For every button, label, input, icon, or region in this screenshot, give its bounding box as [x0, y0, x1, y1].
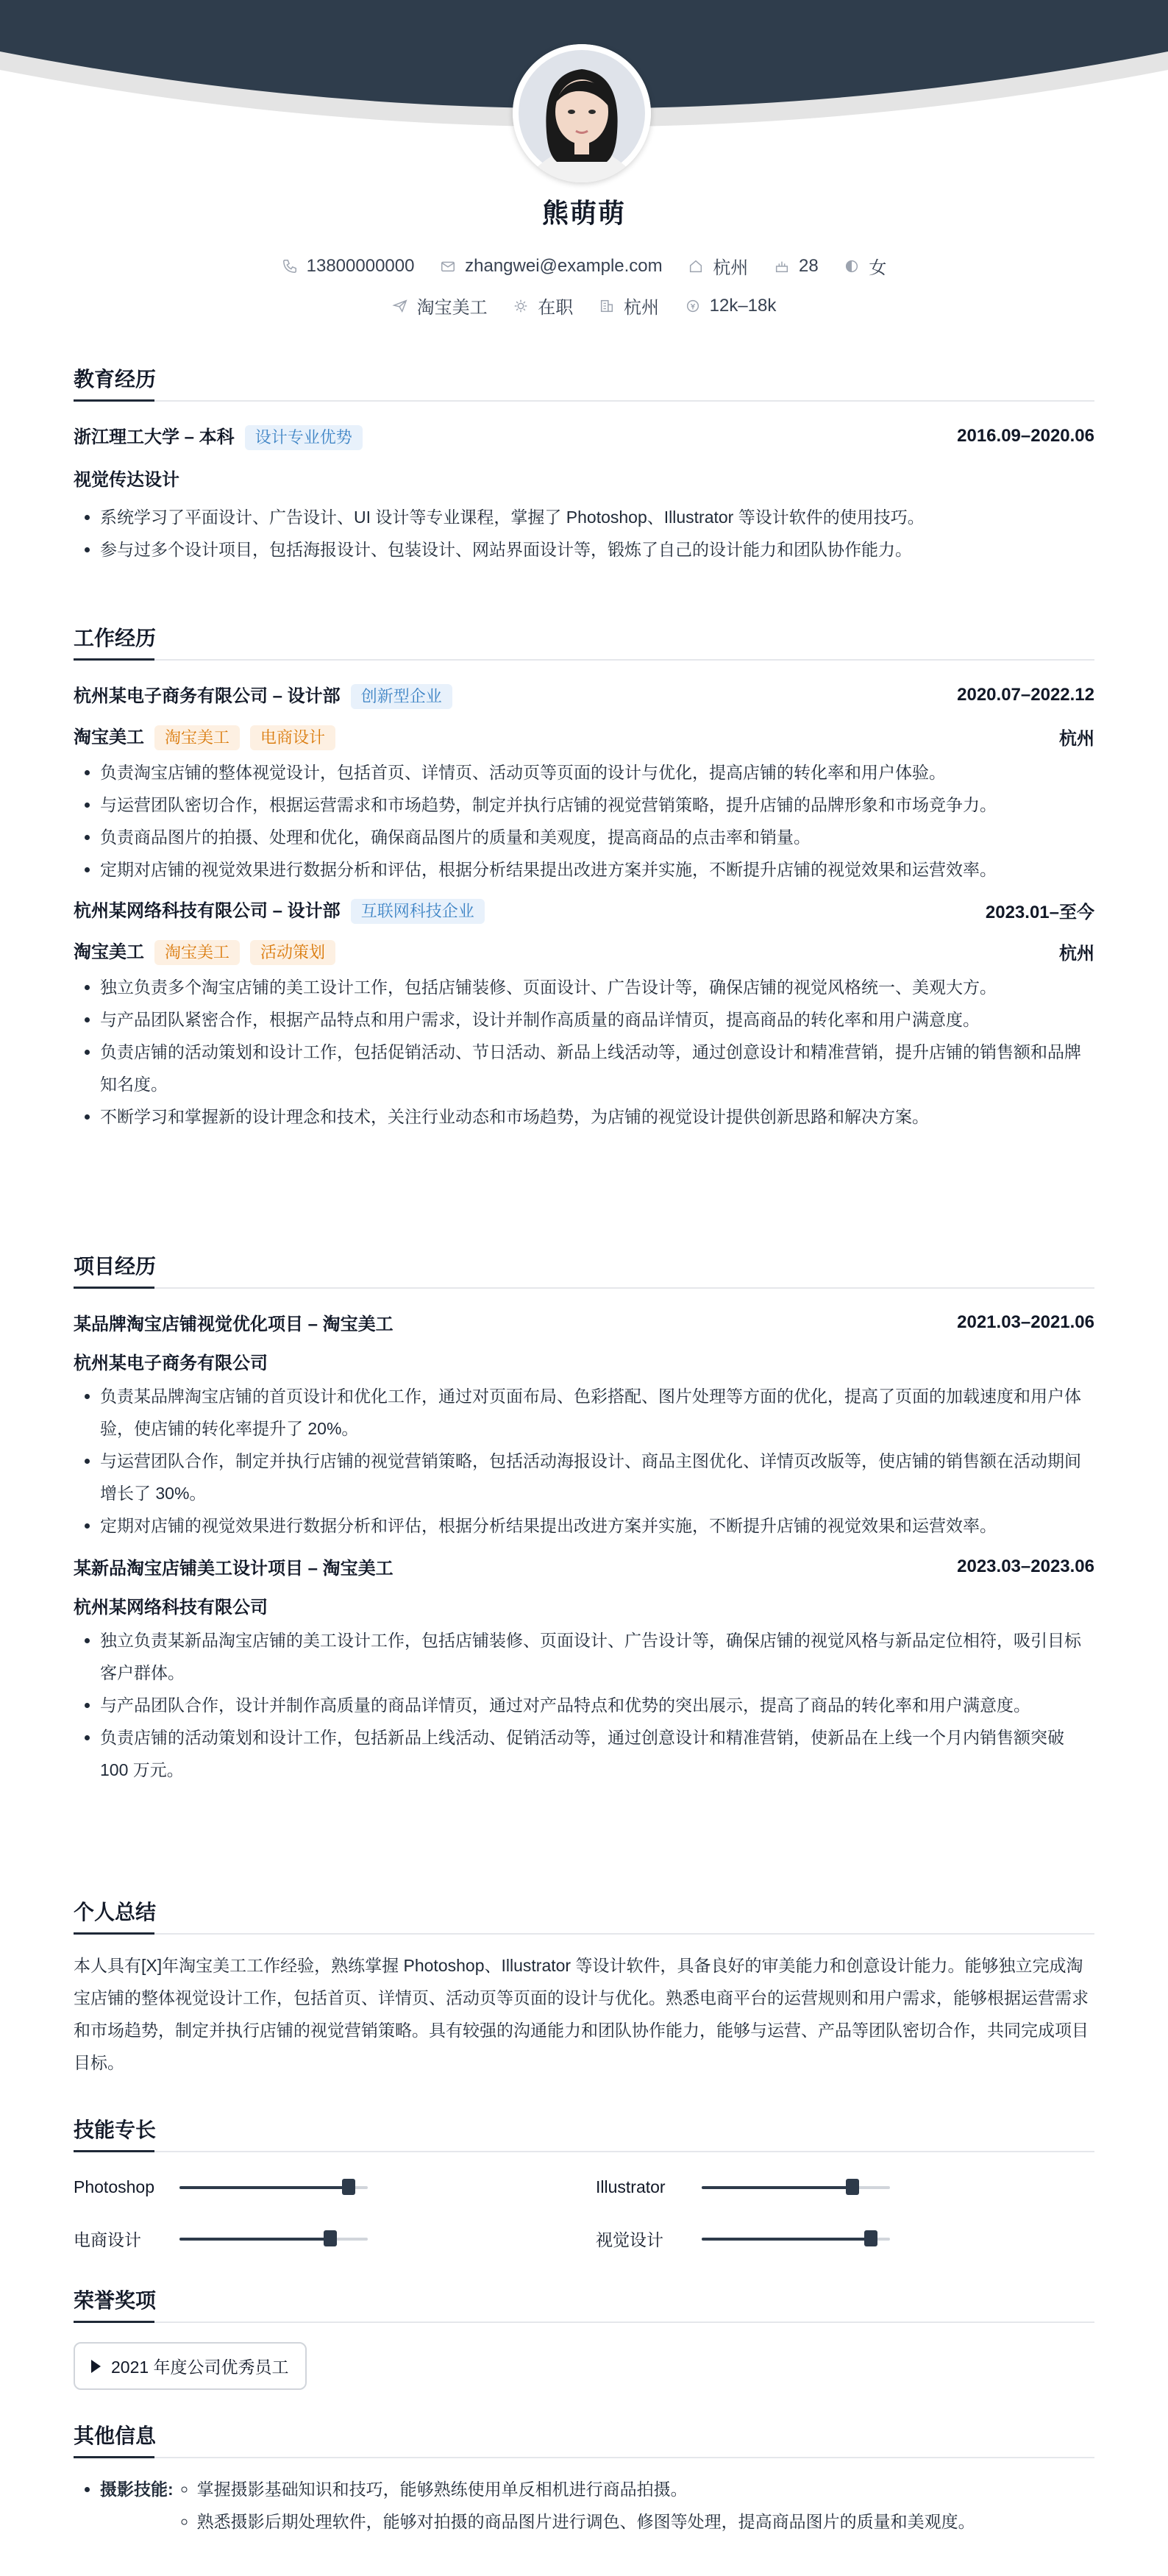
project-title: 某新品淘宝店铺美工设计项目 – 淘宝美工: [74, 1559, 394, 1579]
list-item: • 参与过多个设计项目，包括海报设计、包装设计、网站界面设计等，锻炼了自己的设计能力和团队协作能力。: [100, 533, 1094, 566]
list-item: • 负责店铺的活动策划和设计工作，包括新品上线活动、促销活动等，通过创意设计和精准营销，使新品在上线一个月内销售额突破 100 万元。: [100, 1721, 1094, 1786]
list-item: • 负责商品图片的拍摄、处理和优化，确保商品图片的质量和美观度，提高商品的点击率和销量。: [100, 821, 1094, 853]
skills-section: [74, 2114, 1094, 2251]
work-company-tag: 互联网科技企业: [351, 899, 485, 924]
section-title-skills: 技能专长: [74, 2114, 1094, 2152]
work-tag: 淘宝美工: [154, 940, 240, 965]
work-tag: 活动策划: [250, 940, 335, 965]
list-item: • 与产品团队合作，设计并制作高质量的商品详情页，通过对产品特点和优势的突出展示，提高了商品的转化率和用户满意度。: [100, 1689, 1094, 1721]
mail-icon: [440, 258, 456, 274]
project-date: 2023.03–2023.06: [957, 1556, 1094, 1576]
salary-item: [685, 296, 777, 316]
work-city: 杭州: [1059, 728, 1094, 749]
section-title-honors: 荣誉奖项: [74, 2285, 1094, 2323]
award-item: [74, 2342, 307, 2390]
avatar: [513, 44, 651, 182]
summary-text: 本人具有[X]年淘宝美工工作经验，熟练掌握 Photoshop、Illustrator 等设计软件，具备良好的审美能力和创意设计能力。能够独立完成淘宝店铺的整体视觉设计工作，包括首页、详情页、活动页等页面的设计与优化。熟悉电商平台的运营规则和用户需求，能够根据运营需求和市场趋势，制定并执行店铺的视觉营销策略。具有较强的沟通能力和团队协作能力，能够与运营、产品等团队密切合作，共同完成项目目标。: [74, 1956, 1089, 2072]
other-list: [74, 2473, 1094, 2538]
section-title-projects: 项目经历: [74, 1250, 1094, 1289]
gender-text: 女: [869, 258, 887, 278]
job-target-item: [392, 293, 488, 319]
work-tag: 淘宝美工: [154, 725, 240, 750]
education-header: [74, 422, 1094, 450]
project-company: 杭州某电子商务有限公司: [74, 1353, 268, 1373]
list-item: ◦ 熟悉摄影后期处理软件，能够对拍摄的商品图片进行调色、修图等处理，提高商品图片的质量和美观度。: [197, 2505, 975, 2538]
skill-name: 视觉设计: [596, 2230, 663, 2249]
section-title-other: 其他信息: [74, 2420, 1094, 2458]
education-major: 视觉传达设计: [74, 470, 179, 490]
list-item: [100, 2473, 1094, 2538]
work-bullets-2: [74, 971, 1094, 1133]
section-title-work: 工作经历: [74, 622, 1094, 661]
list-item: • 定期对店铺的视觉效果进行数据分析和评估，根据分析结果提出改进方案并实施，不断提升店铺的视觉效果和运营效率。: [100, 1509, 1094, 1542]
list-item: • 不断学习和掌握新的设计理念和技术，关注行业动态和市场趋势，为店铺的视觉设计提供创新思路和解决方案。: [100, 1100, 1094, 1133]
project-header-1: [74, 1309, 1094, 1335]
summary-section: [74, 1896, 1094, 2079]
age-item: [774, 256, 819, 277]
project-title: 某品牌淘宝店铺视觉优化项目 – 淘宝美工: [74, 1314, 394, 1334]
work-company: 杭州某电子商务有限公司 – 设计部: [74, 686, 341, 706]
gender-item: [844, 253, 886, 279]
work-header-1: [74, 681, 1094, 709]
work-role-row-1: [74, 722, 1094, 750]
project-company: 杭州某网络科技有限公司: [74, 1598, 268, 1618]
work-role: 淘宝美工: [74, 942, 144, 962]
project-date: 2021.03–2021.06: [957, 1312, 1094, 1332]
home-icon: [688, 258, 704, 274]
honors-section: [74, 2285, 1094, 2390]
list-item: • 与运营团队密切合作，根据运营需求和市场趋势，制定并执行店铺的视觉营销策略，提升店铺的品牌形象和市场竞争力。: [100, 789, 1094, 821]
skill-item: [596, 2227, 1094, 2251]
skill-item: [74, 2227, 584, 2251]
gender-icon: [844, 258, 860, 274]
job-intent-row: [0, 293, 1168, 319]
list-item: • 负责店铺的活动策划和设计工作，包括促销活动、节日活动、新品上线活动等，通过创意设计和精准营销，提升店铺的销售额和品牌知名度。: [100, 1036, 1094, 1100]
status-text: 在职: [538, 298, 574, 318]
gear-icon: [513, 298, 529, 314]
skill-name: Illustrator: [596, 2177, 666, 2196]
work-city: 杭州: [1059, 943, 1094, 964]
email-item: [440, 256, 663, 277]
list-item: • 独立负责多个淘宝店铺的美工设计工作，包括店铺装修、页面设计、广告设计等，确保店铺的视觉风格统一、美观大方。: [100, 971, 1094, 1003]
phone-item: [282, 256, 415, 277]
location-text: 杭州: [713, 258, 749, 278]
skill-knob: [846, 2179, 859, 2195]
list-item: ◦ 掌握摄影基础知识和技巧，能够熟练使用单反相机进行商品拍摄。: [197, 2473, 975, 2505]
skill-name: 电商设计: [74, 2230, 141, 2249]
project-header-2: [74, 1554, 1094, 1579]
work-tag: 电商设计: [250, 725, 335, 750]
skill-bar: [179, 2186, 368, 2189]
contact-row: [0, 253, 1168, 280]
education-date: 2016.09–2020.06: [957, 426, 1094, 446]
education-tag: 设计专业优势: [245, 425, 363, 450]
status-item: [513, 293, 573, 319]
location-item: [688, 253, 748, 279]
age-text: 28: [798, 255, 819, 276]
phone-icon: [282, 258, 298, 274]
other-section: [74, 2420, 1094, 2538]
cake-icon: [774, 258, 790, 274]
work-date: 2020.07–2022.12: [957, 685, 1094, 705]
building-icon: [599, 298, 615, 314]
phone-text: 13800000000: [306, 255, 415, 276]
school-name: 浙江理工大学 – 本科: [74, 427, 235, 447]
triangle-right-icon: [91, 2360, 101, 2373]
skill-knob: [864, 2230, 877, 2246]
skill-bar: [702, 2186, 890, 2189]
skill-bar: [702, 2238, 890, 2241]
education-bullets: [74, 501, 1094, 566]
salary-text: 12k–18k: [709, 295, 777, 316]
work-company: 杭州某网络科技有限公司 – 设计部: [74, 901, 341, 921]
skill-item: [596, 2177, 1094, 2197]
section-title-summary: 个人总结: [74, 1896, 1094, 1935]
education-section: [74, 363, 1094, 566]
work-role-row-2: [74, 937, 1094, 965]
work-header-2: [74, 896, 1094, 924]
list-item: • 独立负责某新品淘宝店铺的美工设计工作，包括店铺装修、页面设计、广告设计等，确保店铺的视觉风格与新品定位相符，吸引目标客户群体。: [100, 1624, 1094, 1689]
skill-knob: [342, 2179, 355, 2195]
work-role: 淘宝美工: [74, 727, 144, 747]
coin-icon: [685, 298, 701, 314]
job-target-text: 淘宝美工: [416, 298, 488, 318]
list-item: • 系统学习了平面设计、广告设计、UI 设计等专业课程，掌握了 Photoshop、Illustrator 等设计软件的使用技巧。: [100, 501, 1094, 533]
project-bullets-2: [74, 1624, 1094, 1786]
skill-name: Photoshop: [74, 2177, 154, 2196]
projects-section: [74, 1250, 1094, 1786]
send-icon: [392, 298, 408, 314]
project-bullets-1: [74, 1380, 1094, 1542]
work-section: [74, 622, 1094, 1133]
candidate-name: 熊萌萌: [541, 198, 626, 228]
skill-bar: [179, 2238, 368, 2241]
skill-item: [74, 2177, 584, 2197]
list-item: • 定期对店铺的视觉效果进行数据分析和评估，根据分析结果提出改进方案并实施，不断提升店铺的视觉效果和运营效率。: [100, 853, 1094, 886]
skills-grid: [74, 2177, 1094, 2251]
work-date: 2023.01–至今: [985, 902, 1094, 922]
section-title-education: 教育经历: [74, 363, 1094, 402]
list-item: • 负责某品牌淘宝店铺的首页设计和优化工作，通过对页面布局、色彩搭配、图片处理等方面的优化，提高了页面的加载速度和用户体验，使店铺的转化率提升了 20%。: [100, 1380, 1094, 1445]
work-bullets-1: [74, 756, 1094, 886]
list-item: • 负责淘宝店铺的整体视觉设计，包括首页、详情页、活动页等页面的设计与优化，提高店铺的转化率和用户体验。: [100, 756, 1094, 789]
email-text: zhangwei@example.com: [465, 255, 663, 276]
target-city-item: [599, 293, 659, 319]
list-item: • 与产品团队紧密合作，根据产品特点和用户需求，设计并制作高质量的商品详情页，提高商品的转化率和用户满意度。: [100, 1003, 1094, 1036]
work-company-tag: 创新型企业: [351, 684, 452, 709]
skill-knob: [324, 2230, 337, 2246]
target-city-text: 杭州: [623, 298, 659, 318]
list-item: • 与运营团队合作，制定并执行店铺的视觉营销策略，包括活动海报设计、商品主图优化、详情页改版等，使店铺的销售额在活动期间增长了 30%。: [100, 1445, 1094, 1509]
award-text: 2021 年度公司优秀员工: [111, 2358, 289, 2377]
other-label: • 摄影技能:: [100, 2480, 174, 2499]
